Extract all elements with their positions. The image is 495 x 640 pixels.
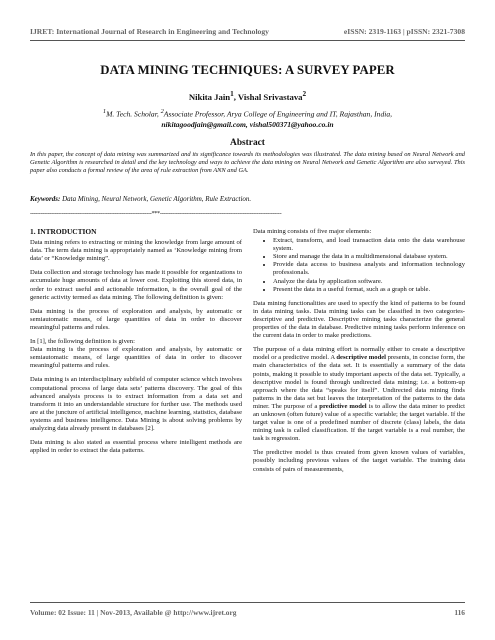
- list-item: • Analyze the data by application software.: [273, 278, 465, 286]
- keywords-label: Keywords:: [30, 195, 61, 203]
- page-number: 116: [454, 608, 465, 617]
- footer-volume: Volume: 02 Issue: 11 | Nov-2013, Available @ http://www.ijret.org: [30, 608, 237, 617]
- paragraph: Data mining is an interdisciplinary subfield of computer science which involves computational process of large data sets’ patterns discovery. The goal of this advanced analysis process is to extract information from a data set and transform it into an understandable structure for further use. The methods used are at the juncture of artificial intelligence, machine learning, statistics, database systems and business intelligence. Data Mining is about solving problems by analyzing data already present in databases [2].: [30, 376, 242, 432]
- affiliation-line: $^1$M. Tech. Scholar, $^2$Associate Professor, Arya College of Engineering and IT, Rajasthan, India,: [102, 108, 393, 119]
- author-emails: nikitagoodjain@gmail.com, vishal500371@yahoo.co.in: [161, 119, 334, 129]
- elements-list: [253, 237, 465, 294]
- abstract-heading: Abstract: [230, 138, 265, 148]
- running-header: [30, 27, 465, 36]
- section-heading-introduction: 1. INTRODUCTION: [30, 227, 97, 236]
- section-divider: ---------------------------------------------------------------------***---------------------------------------------------------------------: [30, 210, 282, 217]
- paragraph: Data mining is also stated as essential process where intelligent methods are applied in order to extract the data patterns.: [30, 439, 242, 455]
- keywords-list: Data Mining, Neural Network, Genetic Algorithm, Rule Extraction.: [60, 195, 252, 203]
- list-item: • Present the data in a useful format, such as a graph or table.: [273, 286, 465, 294]
- paragraph: Data mining is the process of exploration and analysis, by automatic or semiautomatic means, of large quantities of data in order to discover meaningful patterns and rules.: [30, 307, 242, 331]
- issn: eISSN: 2319-1163 | pISSN: 2321-7308: [343, 27, 465, 36]
- header-rule: [30, 40, 465, 41]
- left-column: [30, 228, 242, 461]
- paragraph: Data collection and storage technology has made it possible for organizations to accumulate huge amounts of data at lower cost. Exploiting this stored data, in order to extract useful and actionable information, is the overall goal of the generic activity termed as data mining. The following definition is given:: [30, 269, 242, 301]
- abstract-text: In this paper, the concept of data mining was summarized and its significance towards its methodologies was illustrated. The data mining based on Neural Network and Genetic Algorithm is researched in detail and the key technology and ways to achieve the data mining on Neural Network and Genetic Algorithm are also surveyed. This paper also conducts a formal review of the area of rule extraction from ANN and GA.: [30, 151, 465, 175]
- paragraph: The predictive model is thus created from given known values of variables, possibly including previous values of the target variable. The training data consists of pairs of measurements,: [253, 449, 465, 473]
- paragraph: Data mining functionalities are used to specify the kind of patterns to be found in data mining tasks. Data mining tasks can be classified in two categories-descriptive and predictive. Descriptive mining tasks characterize the general properties of the data in database. Predictive mining tasks perform inference on the current data in order to make predictions.: [253, 299, 465, 340]
- list-item: • Provide data access to business analysts and information technology professionals.: [273, 261, 465, 277]
- paragraph: The purpose of a data mining effort is normally either to create a descriptive model or a predictive model. A descriptive model presents, in concise form, the main characteristics of the data set. It is essentially a summary of the data points, making it possible to study important aspects of the data set. Typically, a descriptive model is found through undirected data mining; i.e. a bottom-up approach where the data “speaks for itself”. Undirected data mining finds patterns in the data set but leaves the interpretation of the patterns to the data miner. The purpose of a predictive model is to allow the data miner to predict an unknown (often future) value of a specific variable; the target variable. If the target value is one of a predefined number of discrete (class) labels, the data mining task is called classification. If the target variable is a real number, the task is regression.: [253, 346, 465, 443]
- keywords: [30, 195, 465, 203]
- list-item: • Extract, transform, and load transaction data onto the data warehouse system.: [273, 237, 465, 253]
- definition-text: Data mining is the process of exploration and analysis, by automatic or semiautomatic means, of large quantities of data in order to discover meaningful patterns and rules.: [30, 346, 242, 370]
- affiliation: [20, 107, 475, 130]
- paragraph: Data mining refers to extracting or mining the knowledge from large amount of data. The term data mining is appropriately named as ‘Knowledge mining from data’ or “Knowledge mining”.: [30, 239, 242, 263]
- footer-rule: [30, 602, 465, 603]
- running-footer: [30, 608, 465, 617]
- right-column: [253, 228, 465, 480]
- paragraph: Data mining consists of five major elements:: [253, 228, 372, 235]
- authors: Nikita Jain$^1$, Vishal Srivastava$^2$: [188, 90, 307, 102]
- definition-intro: In [1], the following definition is given:: [30, 338, 135, 346]
- list-item: • Store and manage the data in a multidimensional database system.: [273, 253, 465, 261]
- journal-name: IJRET: International Journal of Research in Engineering and Technology: [30, 27, 269, 36]
- paper-title: DATA MINING TECHNIQUES: A SURVEY PAPER: [100, 63, 395, 77]
- paragraph: [30, 338, 242, 370]
